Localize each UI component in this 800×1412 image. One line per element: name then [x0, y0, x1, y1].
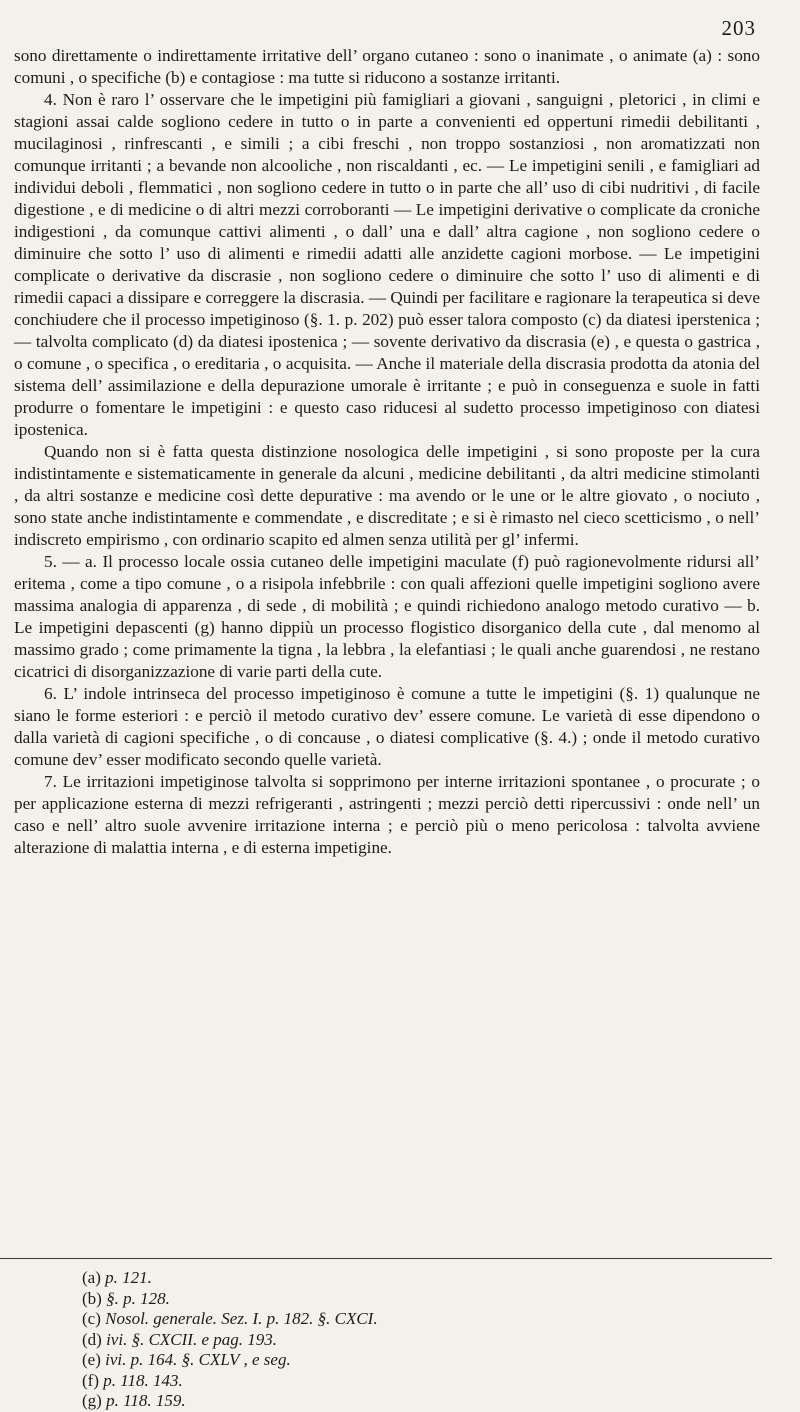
footnote-f: [82, 1371, 378, 1392]
footnote-reference: p. 121.: [105, 1268, 152, 1287]
paragraph-continuation: sono direttamente o indirettamente irritative dell’ organo cutaneo : sono o inanimate , o animate (a) : sono comuni , o specifiche (b) e contagiose : ma tutte si riducono a sostanze irritanti.: [14, 46, 760, 87]
footnote-mark: (c): [82, 1309, 101, 1328]
footnote-reference: Nosol. generale. Sez. I. p. 182. §. CXCI.: [105, 1309, 378, 1328]
footnote-reference: p. 118. 159.: [106, 1391, 186, 1410]
footnote-reference: §. p. 128.: [106, 1288, 170, 1308]
footnote-c: [82, 1309, 378, 1330]
footnote-mark: (e): [82, 1350, 101, 1369]
footnote-reference: ivi. §. CXCII. e pag. 193.: [106, 1329, 277, 1349]
footnote-g: [82, 1391, 378, 1412]
footnotes: [82, 1268, 378, 1412]
page-number: 203: [721, 16, 756, 40]
footnote-mark: (b): [82, 1288, 102, 1308]
footnote-e: [82, 1350, 378, 1371]
paragraph-section-7: 7. Le irritazioni impetiginose talvolta si sopprimono per interne irritazioni spontanee , o procurate ; o per applicazione esterna di mezzi refrigeranti , astringenti ; mezzi perciò detti ripercussivi : onde nell’ un caso e nell’ altro suole avvenire irritazione interna ; e perciò più o meno pericolosa : talvolta avviene alterazione di malattia interna , e di esterna impetigine.: [14, 772, 760, 857]
paragraph-section-6: 6. L’ indole intrinseca del processo impetiginoso è comune a tutte le impetigini (§. 1) qualunque ne siano le forme esteriori : e perciò il metodo curativo dev’ essere comune. Le varietà di esse dipendono o dalla varietà di cagioni specifiche , o di concause , o diatesi complicative (§. 4.) ; onde il metodo curativo comune dev’ esser modificato secondo quelle varietà.: [14, 684, 760, 769]
footnote-mark: (a): [82, 1268, 101, 1287]
footnote-a: [82, 1268, 378, 1289]
footnote-d: [82, 1330, 378, 1351]
body-text: [14, 45, 760, 859]
footnote-reference: p. 118. 143.: [103, 1370, 183, 1390]
footnote-divider: [0, 1258, 772, 1259]
footnote-b: [82, 1289, 378, 1310]
paragraph-section-4: 4. Non è raro l’ osservare che le impetigini più famigliari a giovani , sanguigni , pletorici , in climi e stagioni assai calde sogliono cedere in tutto o in parte a convenienti ed oppertuni rimedii debilitanti , mucilaginosi , rinfrescanti , e simili ; a cibi freschi , non troppo sostanziosi , non aromatizzati non comunque irritanti ; a bevande non alcooliche , non riscaldanti , ec. — Le impetigini senili , e famigliari ad individui deboli , flemmatici , non sogliono cedere in tutto o in parte che all’ uso di cibi nudritivi , di facile digestione , e di medicine o di altri mezzi corroboranti — Le impetigini derivative o complicate da croniche indigestioni , da comunque cattivi alimenti , o dall’ una e dall’ altra cagione , non sogliono cedere o diminuire che sotto l’ uso di alimenti e rimedii adatti alle anzidette cagioni morbose. — Le impetigini complicate o derivative da discrasie , non sogliono cedere o diminuire che sotto l’ uso di alimenti e di rimedii capaci a dissipare e correggere la discrasia. — Quindi per facilitare e ragionare la terapeutica si deve conchiudere che il processo impetiginoso (§. 1. p. 202) può esser talora composto (c) da diatesi iperstenica ; — talvolta complicato (d) da diatesi ipostenica ; — sovente derivativo da discrasia (e) , e questa o gastrica , o comune , o specifica , o ereditaria , o acquisita. — Anche il materiale della discrasia prodotta da atonia del sistema dell’ assimilazione e della depurazione umorale è irritante ; e può in conseguenza e suole in fatti produrre o fomentare le impetigini : e questo caso riducesi al sudetto processo impetiginoso con diatesi ipostenica.: [14, 90, 760, 439]
footnote-mark: (f): [82, 1370, 99, 1390]
paragraph-section-5: 5. — a. Il processo locale ossia cutaneo delle impetigini maculate (f) può ragionevolmente ridursi all’ eritema , come a tipo comune , o a risipola infebbrile : con quali affezioni quelle impetigini sogliono avere massima analogia di apparenza , di sede , di mobilità ; e quindi richiedono analogo metodo curativo — b. Le impetigini depascenti (g) hanno dippiù un processo flogistico disorganico della cute , dal menomo al massimo grado ; come primamente la tigna , la lebbra , la elefantiasi ; le quali anche guarendosi , ne restano cicatrici di disorganizzazione di varie parti della cute.: [14, 552, 760, 681]
footnote-mark: (g): [82, 1391, 102, 1410]
paragraph-section-4-continued: Quando non si è fatta questa distinzione nosologica delle impetigini , si sono proposte per la cura indistintamente e sistematicamente in generale da alcuni , medicine debilitanti , da altri medicine stimolanti , da altri sostanze e medicine così dette depurative : ma avendo or le une or le altre giovato , o nociuto , sono state anche indistintamente e commendate , e discreditate ; e si è rimasto nel cieco scetticismo , o nell’ indiscreto empirismo , con ordinario scapito ed almen senza utilità per gl’ infermi.: [14, 442, 760, 549]
footnote-reference: ivi. p. 164. §. CXLV , e seg.: [105, 1350, 291, 1369]
footnote-mark: (d): [82, 1329, 102, 1349]
